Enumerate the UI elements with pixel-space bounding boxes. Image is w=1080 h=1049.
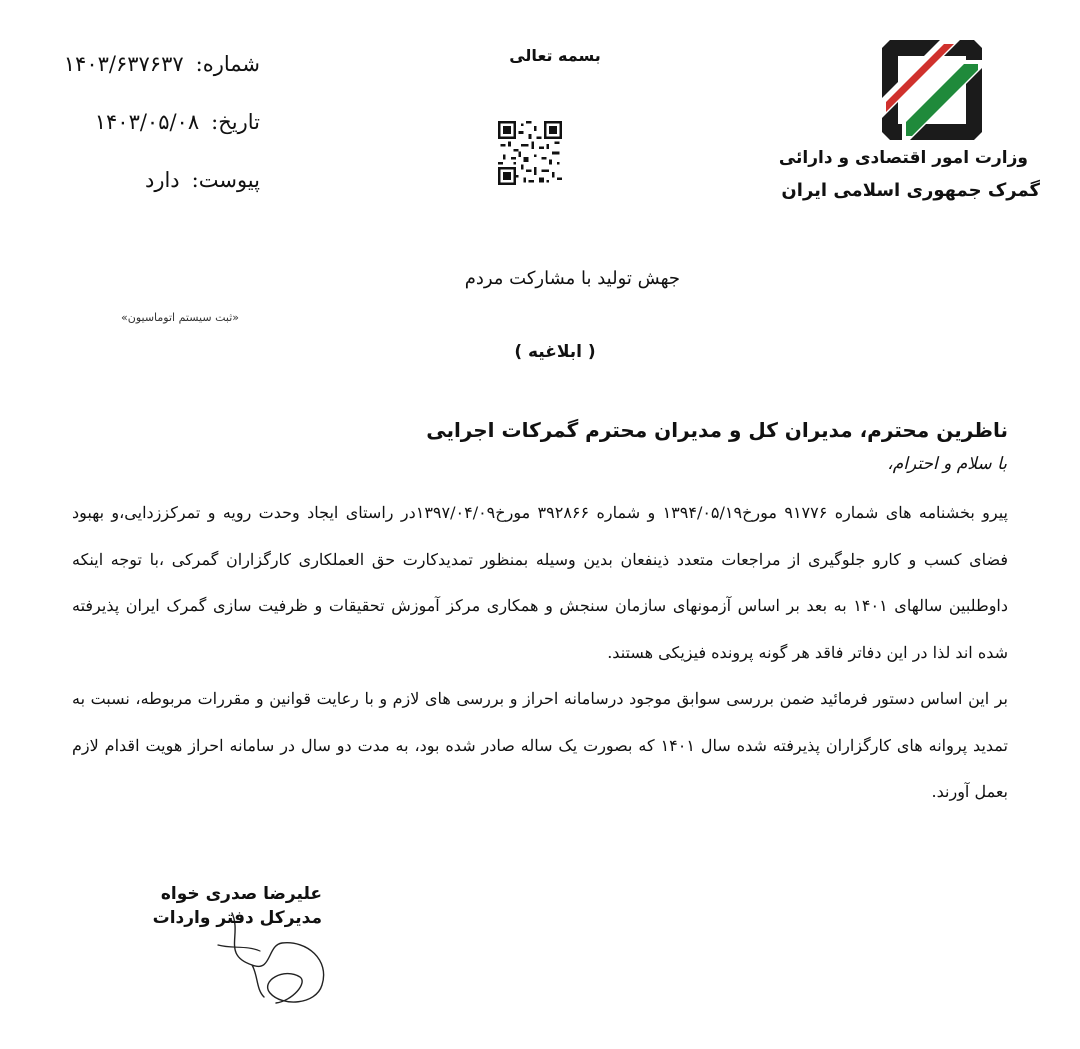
automation-stamp: «ثبت سیستم اتوماسیون»	[121, 311, 239, 324]
attachment-label: پیوست:	[191, 168, 260, 192]
body-paragraph-2: بر این اساس دستور فرمائید ضمن بررسی سوابق موجود درسامانه احراز و بررسی های لازم و با رعایت قوانین و مقررات مربوطه، نسبت به تمدید پروانه های کارگزاران پذیرفته شده سال ۱۴۰۱ که بصورت یک ساله صادر شده بود، به مدت دو سال در سامانه احراز هویت اقدام لازم بعمل آورند.	[72, 689, 1009, 801]
greeting: با سلام و احترام،	[887, 454, 1007, 474]
date-value: ۱۴۰۳/۰۵/۰۸	[94, 110, 200, 134]
number-value: ۱۴۰۳/۶۳۷۶۳۷	[63, 52, 184, 76]
qr-code	[498, 121, 562, 185]
notice-title: ( ابلاغیه )	[514, 342, 596, 362]
signatory-name: علیرضا صدری خواه	[160, 884, 322, 904]
ministry-name: وزارت امور اقتصادی و دارائی	[778, 148, 1028, 168]
letter-date	[95, 110, 260, 134]
attachment-value: دارد	[144, 168, 180, 192]
letter-number	[64, 52, 260, 76]
addressee: ناظرین محترم، مدیران کل و مدیران محترم گمرکات اجرایی	[426, 418, 1008, 442]
customs-logo	[880, 38, 984, 142]
invocation: بسمه تعالی	[509, 46, 601, 65]
body-paragraph-1: پیرو بخشنامه های شماره ۹۱۷۷۶ مورخ۱۳۹۴/۰۵/۱۹ و شماره ۳۹۲۸۶۶ مورخ۱۳۹۷/۰۴/۰۹در راستای ایجاد وحدت رویه و تمرکززدایی،و بهبود فضای کسب و کارو جلوگیری از مراجعات متعدد ذینفعان بدین وسیله بمنظور تمدیدکارت حق العملکاری کارگزاران گمرکی ،با توجه اینکه داوطلبین سالهای ۱۴۰۱ به بعد بر اساس آزمونهای سازمان سنجش و همکاری مرکز آموزش تحقیقات و ظرفیت سازی گمرک ایران پذیرفته شده اند لذا در این دفاتر فاقد هر گونه پرونده فیزیکی هستند.	[72, 503, 1009, 662]
customs-name: گمرک جمهوری اسلامی ایران	[781, 180, 1040, 201]
date-label: تاریخ:	[211, 110, 260, 134]
signatory-title: مدیرکل دفتر واردات	[152, 908, 322, 928]
letter-attachment	[145, 168, 260, 192]
number-label: شماره:	[195, 52, 260, 76]
slogan: جهش تولید با مشارکت مردم	[464, 268, 680, 289]
letter-body	[72, 490, 1008, 816]
